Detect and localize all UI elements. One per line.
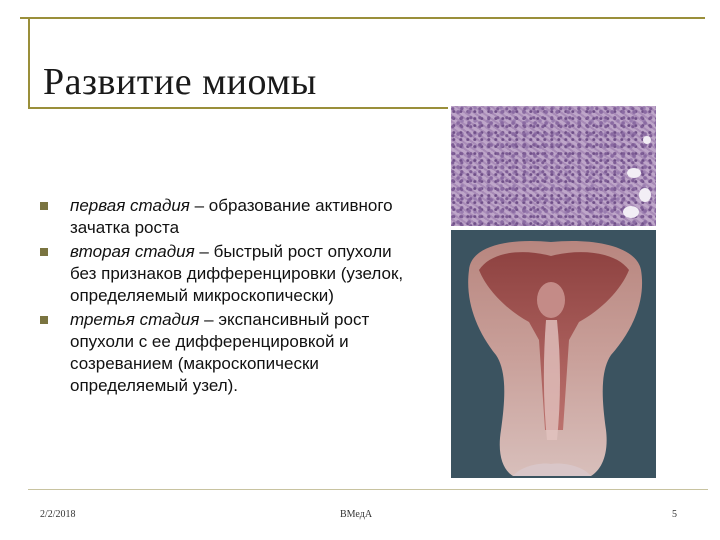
frame-line-top bbox=[20, 17, 705, 19]
bullet-item bbox=[40, 195, 405, 239]
footer-date: 2/2/2018 bbox=[40, 509, 76, 520]
slide-number: 5 bbox=[672, 509, 677, 520]
slide-title: Развитие миомы bbox=[43, 61, 317, 103]
specimen-drawing bbox=[451, 230, 656, 478]
bullet-square-icon bbox=[40, 248, 48, 256]
bullet-item bbox=[40, 241, 405, 307]
title-underline bbox=[28, 107, 448, 109]
stage-label: первая стадия bbox=[70, 196, 190, 215]
stage-description: – экспансивный рост опухоли с ее дифференцировкой и созреванием (макроскопически определяемый узел). bbox=[70, 310, 370, 395]
frame-line-left bbox=[28, 17, 30, 107]
stage-description: – образование активного зачатка роста bbox=[70, 196, 393, 237]
bullet-item bbox=[40, 309, 405, 397]
uterus-specimen-image bbox=[451, 230, 656, 478]
histology-micrograph-image bbox=[451, 106, 656, 226]
stage-label: вторая стадия bbox=[70, 242, 195, 261]
stage-description: – быстрый рост опухоли без признаков дифференцировки (узелок, определяемый микроскопически) bbox=[70, 242, 404, 305]
bullet-square-icon bbox=[40, 202, 48, 210]
footer-organization: ВМедА bbox=[340, 509, 373, 520]
footer-divider bbox=[28, 489, 708, 490]
stage-label: третья стадия bbox=[70, 310, 200, 329]
bullet-list bbox=[40, 195, 405, 399]
bullet-square-icon bbox=[40, 316, 48, 324]
